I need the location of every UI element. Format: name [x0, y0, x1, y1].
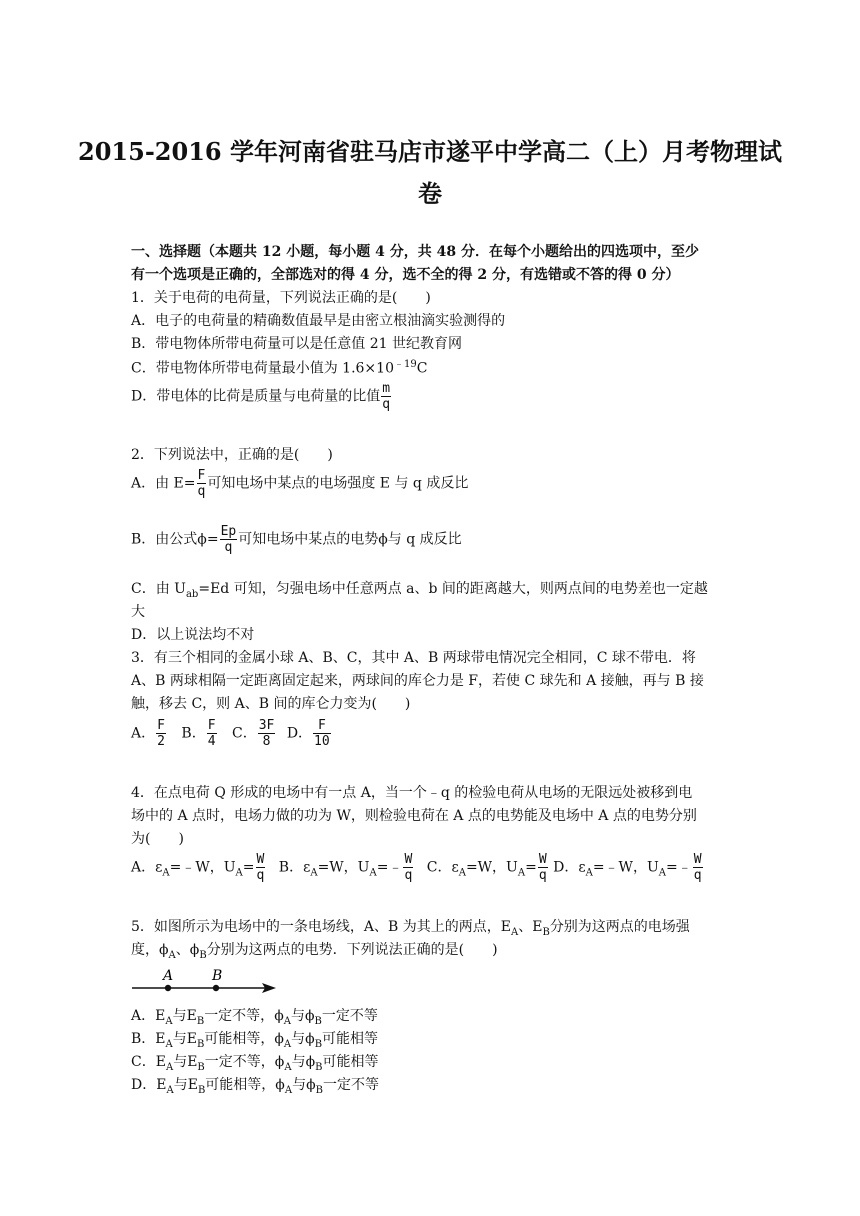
q1-option-d-text: D．带电体的比荷是质量与电荷量的比值	[131, 388, 381, 405]
q2-b-fraction-den: q	[224, 540, 233, 555]
point-b-label: B	[212, 968, 223, 984]
section-header-line-1: 一、选择题（本题共 12 小题，每小题 4 分，共 48 分．在每个小题给出的四选项中，至少	[131, 244, 699, 260]
q4-option-c: C．$\varepsilon_A=W$，$U_A=$ $\frac{W}{q}$	[426, 852, 547, 883]
q3-option-d: D． $\frac{F}{10}$	[286, 718, 330, 749]
q1-option-c-text: C．带电物体所带电荷量最小值为 1.6×10	[131, 360, 394, 377]
q2-a-fraction-num: F	[197, 468, 206, 483]
q2-option-c-line-1	[131, 580, 708, 604]
q1-fraction	[381, 381, 391, 412]
point-b-dot	[213, 985, 219, 991]
q5-line-2: 度，$\phi_A$、$\phi_B$分别为这两点的电势．下列说法正确的是( )	[131, 942, 498, 961]
q1-option-c-unit: C	[416, 360, 428, 377]
q3-option-c: C． $\frac{3F}{8}$	[231, 718, 275, 749]
q1-fraction-num: m	[382, 381, 391, 396]
document-title-line-2: 卷	[418, 179, 442, 208]
q2-a-fraction-den: q	[197, 484, 206, 499]
q1-option-c-exponent: ﹣19	[393, 359, 417, 370]
q1-option-d	[131, 381, 392, 412]
q5-line-1: 5．如图所示为电场中的一条电场线，A、B 为其上的两点，$E_A$、$E_B$分别为这两点的电场强	[131, 919, 690, 938]
q3-option-a: A． $\frac{F}{2}$	[131, 718, 165, 749]
q5-option-c: C．$E_A$与$E_B$一定不等，$\phi_A$与$\phi_B$可能相等	[131, 1054, 379, 1073]
q5-option-d: D．$E_A$与$E_B$可能相等，$\phi_A$与$\phi_B$一定不等	[131, 1077, 379, 1096]
q2-option-c-sub: ab	[185, 588, 199, 600]
q1-stem: 1．关于电荷的电荷量，下列说法正确的是( )	[131, 290, 431, 306]
q2-b-fraction-num: Ep	[220, 524, 237, 539]
q3-options	[131, 718, 332, 749]
q2-option-c-pre: C．由 U	[131, 581, 186, 597]
q4-line-2: 场中的 A 点时，电场力做的功为 W，则检验电荷在 A 点的电势能及电场中 A 点的电势分别	[131, 808, 697, 824]
q3-line-2: A、B 两球相隔一定距离固定起来，两球间的库仑力是 F，若使 C 球先和 A 接触，再与 B 接	[131, 673, 704, 689]
q2-option-c-line-2: 大	[131, 604, 145, 620]
q2-option-a-post: 可知电场中某点的电场强度 E 与 q 成反比	[207, 475, 469, 492]
point-a-label: A	[163, 968, 174, 984]
point-a-dot	[165, 985, 171, 991]
q3-option-b: B． $\frac{F}{4}$	[181, 718, 216, 749]
q2-a-fraction	[197, 468, 207, 499]
q2-option-b-pre: B．由公式ϕ=	[131, 531, 219, 548]
q4-option-b: B．$\varepsilon_A=W$，$U_A=﹣$ $\frac{W}{q}$	[278, 852, 413, 883]
q5-option-a: A．$E_A$与$E_B$一定不等，$\phi_A$与$\phi_B$一定不等	[131, 1008, 378, 1027]
section-header-line-2: 有一个选项是正确的，全部选对的得 4 分，选不全的得 2 分，有选错或不答的得 0 分）	[131, 267, 680, 283]
q3-line-1: 3．有三个相同的金属小球 A、B、C，其中 A、B 两球带电情况完全相同，C 球不带电．将	[131, 650, 696, 666]
q1-option-a: A．电子的电荷量的精确数值最早是由密立根油滴实验测得的	[131, 313, 506, 329]
q3-line-3: 触，移去 C，则 A、B 间的库仑力变为( )	[131, 696, 411, 712]
q4-option-d: D．$\varepsilon_A=﹣W$，$U_A=﹣$ $\frac{W}{q}$	[553, 852, 702, 883]
electric-field-line-figure	[130, 966, 280, 998]
document-title-line-1: 2015-2016 学年河南省驻马店市遂平中学高二（上）月考物理试	[78, 137, 782, 166]
q4-options	[131, 852, 704, 883]
q1-option-b: B．带电物体所带电荷量可以是任意值 21 世纪教育网	[131, 336, 463, 352]
q2-option-b	[131, 524, 462, 555]
q2-option-c-post: =Ed 可知，匀强电场中任意两点 a、b 间的距离越大，则两点间的电势差也一定越	[198, 581, 708, 597]
q2-option-b-post: 可知电场中某点的电势ϕ与 q 成反比	[238, 531, 462, 548]
q4-line-3: 为( )	[131, 831, 184, 847]
q2-option-a-pre: A．由 E=	[131, 475, 196, 492]
q1-fraction-den: q	[382, 397, 391, 412]
q5-option-b: B．$E_A$与$E_B$可能相等，$\phi_A$与$\phi_B$可能相等	[131, 1031, 379, 1050]
q1-option-c	[131, 356, 427, 378]
q2-option-d: D．以上说法均不对	[131, 627, 255, 643]
q2-option-a	[131, 468, 468, 499]
q2-stem: 2．下列说法中，正确的是( )	[131, 447, 333, 463]
q4-option-a: A．$\varepsilon_A=﹣W$，$U_A=$ $\frac{W}{q}$	[131, 852, 265, 883]
q2-b-fraction	[220, 524, 238, 555]
q4-line-1: 4．在点电荷 Q 形成的电场中有一点 A，当一个﹣q 的检验电荷从电场的无限远处被移到电	[131, 785, 693, 801]
